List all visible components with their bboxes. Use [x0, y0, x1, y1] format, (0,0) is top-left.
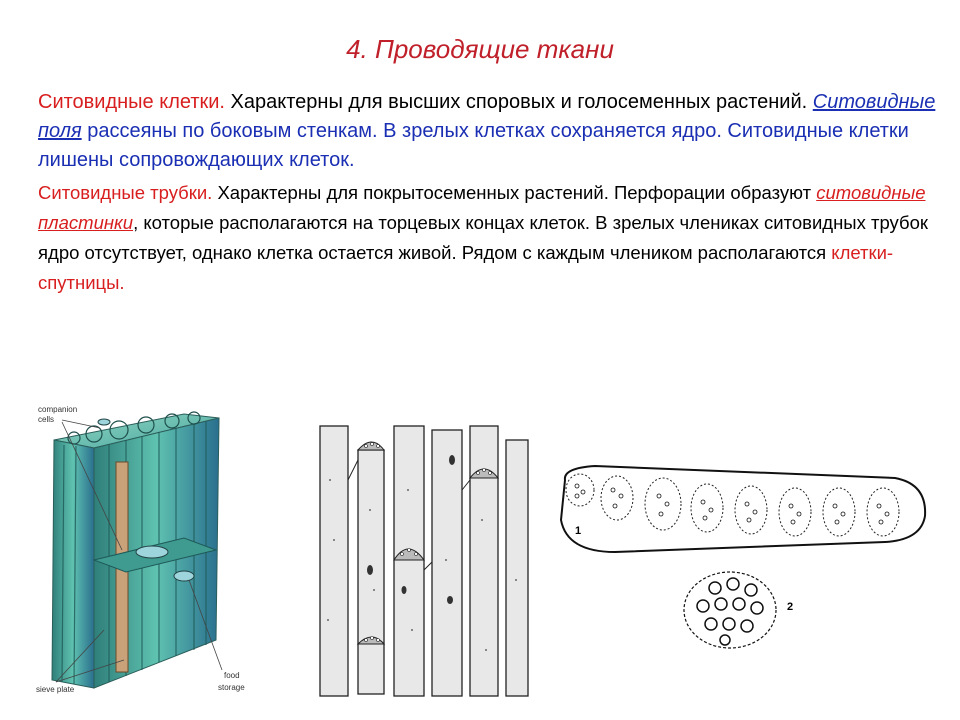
label-food-line1: food: [224, 671, 240, 680]
figure-sieve-fields: [555, 460, 935, 660]
label-figure-1: 1: [575, 525, 582, 537]
phloem-3d-illustration: [34, 400, 254, 700]
sieve-fields-drawing: [555, 460, 935, 660]
figure-sieve-tube-longitudinal: [310, 420, 540, 700]
label-companion-line1: companion: [38, 405, 78, 414]
label-figure-2: 2: [787, 601, 794, 613]
paragraph-sieve-cells: [38, 88, 938, 175]
label-companion-line2: cells: [38, 415, 55, 424]
term-sieve-tubes: Ситовидные трубки.: [38, 182, 213, 203]
term-sieve-cells: Ситовидные клетки.: [38, 91, 225, 113]
page-title: 4. Проводящие ткани: [346, 34, 614, 64]
figure-phloem-3d: [34, 400, 254, 700]
text-sieve-tubes-1: Характерны для покрытосеменных растений. Перфорации образуют: [212, 182, 817, 203]
label-food-line2: storage: [218, 683, 245, 692]
term-sieve-plates: ситовидные пластинки: [38, 182, 926, 233]
sieve-tube-drawing: [310, 420, 540, 700]
term-companion-cells: клетки-спутницы.: [38, 242, 894, 293]
text-sieve-cells-1: Характерны для высших споровых и голосеменных растений.: [224, 91, 813, 113]
text-sieve-cells-2: рассеяны по боковым стенкам. В зрелых клетках сохраняется ядро. Ситовидные клетки лишены сопровождающих клеток.: [38, 120, 909, 171]
paragraph-sieve-tubes: [38, 178, 938, 298]
label-sieve-plate: sieve plate: [36, 685, 75, 694]
text-sieve-tubes-2: , которые располагаются на торцевых концах клеток. В зрелых члениках ситовидных трубок ядро отсутствует, однако клетка остается живой. Рядом с каждым члеником располагаются: [38, 212, 928, 263]
term-sieve-fields: Ситовидные поля: [38, 91, 936, 142]
